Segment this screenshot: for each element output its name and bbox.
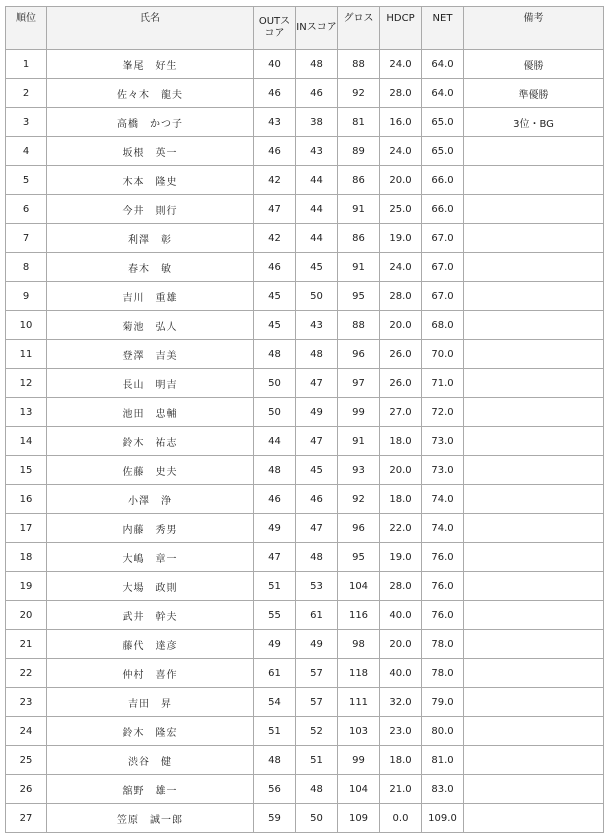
table-row: [6, 282, 604, 311]
table-row: [6, 601, 604, 630]
gross-cell: 91: [338, 253, 380, 282]
header-net: NET: [422, 7, 464, 50]
name-cell: 佐々木 龍夫: [47, 79, 254, 108]
rank-cell: 21: [6, 630, 47, 659]
hdcp-cell: 22.0: [380, 514, 422, 543]
header-rank: 順位: [6, 7, 47, 50]
header-out-score: OUTスコア: [254, 7, 296, 50]
net-cell: 79.0: [422, 688, 464, 717]
hdcp-cell: 24.0: [380, 137, 422, 166]
table-row: [6, 253, 604, 282]
net-cell: 68.0: [422, 311, 464, 340]
gross-cell: 96: [338, 340, 380, 369]
table-row: [6, 340, 604, 369]
gross-cell: 99: [338, 398, 380, 427]
net-cell: 73.0: [422, 456, 464, 485]
rank-cell: 19: [6, 572, 47, 601]
remarks-cell: [464, 398, 604, 427]
rank-cell: 4: [6, 137, 47, 166]
net-cell: 64.0: [422, 50, 464, 79]
name-cell: 高橋 かつ子: [47, 108, 254, 137]
net-cell: 65.0: [422, 137, 464, 166]
in-score-cell: 38: [296, 108, 338, 137]
out-score-cell: 48: [254, 456, 296, 485]
net-cell: 66.0: [422, 166, 464, 195]
gross-cell: 86: [338, 224, 380, 253]
header-name: 氏名: [47, 7, 254, 50]
in-score-cell: 45: [296, 253, 338, 282]
hdcp-cell: 19.0: [380, 224, 422, 253]
in-score-cell: 57: [296, 659, 338, 688]
table-header: [6, 7, 604, 50]
net-cell: 66.0: [422, 195, 464, 224]
gross-cell: 96: [338, 514, 380, 543]
out-score-cell: 40: [254, 50, 296, 79]
out-score-cell: 43: [254, 108, 296, 137]
in-score-cell: 53: [296, 572, 338, 601]
hdcp-cell: 28.0: [380, 79, 422, 108]
name-cell: 坂根 英一: [47, 137, 254, 166]
out-score-cell: 46: [254, 253, 296, 282]
remarks-cell: [464, 485, 604, 514]
rank-cell: 16: [6, 485, 47, 514]
net-cell: 67.0: [422, 253, 464, 282]
rank-cell: 2: [6, 79, 47, 108]
table-row: [6, 543, 604, 572]
hdcp-cell: 26.0: [380, 340, 422, 369]
net-cell: 109.0: [422, 804, 464, 833]
remarks-cell: [464, 456, 604, 485]
name-cell: 小澤 浄: [47, 485, 254, 514]
in-score-cell: 48: [296, 50, 338, 79]
out-score-cell: 45: [254, 311, 296, 340]
table-row: [6, 224, 604, 253]
table-row: [6, 398, 604, 427]
out-score-cell: 47: [254, 195, 296, 224]
net-cell: 76.0: [422, 601, 464, 630]
name-cell: 今井 則行: [47, 195, 254, 224]
in-score-cell: 61: [296, 601, 338, 630]
out-score-cell: 49: [254, 630, 296, 659]
gross-cell: 92: [338, 79, 380, 108]
net-cell: 83.0: [422, 775, 464, 804]
net-cell: 72.0: [422, 398, 464, 427]
table-row: [6, 108, 604, 137]
table-row: [6, 456, 604, 485]
in-score-cell: 46: [296, 485, 338, 514]
rank-cell: 23: [6, 688, 47, 717]
name-cell: 長山 明吉: [47, 369, 254, 398]
hdcp-cell: 28.0: [380, 572, 422, 601]
in-score-cell: 47: [296, 427, 338, 456]
gross-cell: 97: [338, 369, 380, 398]
remarks-cell: [464, 340, 604, 369]
remarks-cell: [464, 601, 604, 630]
name-cell: 仲村 喜作: [47, 659, 254, 688]
out-score-cell: 46: [254, 137, 296, 166]
rank-cell: 7: [6, 224, 47, 253]
rank-cell: 14: [6, 427, 47, 456]
name-cell: 藤代 達彦: [47, 630, 254, 659]
table-row: [6, 195, 604, 224]
net-cell: 81.0: [422, 746, 464, 775]
rank-cell: 22: [6, 659, 47, 688]
hdcp-cell: 20.0: [380, 630, 422, 659]
table-row: [6, 427, 604, 456]
name-cell: 吉川 重雄: [47, 282, 254, 311]
header-hdcp: HDCP: [380, 7, 422, 50]
header-row: [6, 7, 604, 50]
name-cell: 峯尾 好生: [47, 50, 254, 79]
remarks-cell: [464, 543, 604, 572]
in-score-cell: 48: [296, 775, 338, 804]
gross-cell: 91: [338, 195, 380, 224]
gross-cell: 98: [338, 630, 380, 659]
out-score-cell: 46: [254, 79, 296, 108]
rank-cell: 17: [6, 514, 47, 543]
table-row: [6, 804, 604, 833]
rank-cell: 3: [6, 108, 47, 137]
hdcp-cell: 0.0: [380, 804, 422, 833]
table-row: [6, 369, 604, 398]
remarks-cell: 準優勝: [464, 79, 604, 108]
gross-cell: 89: [338, 137, 380, 166]
table-row: [6, 659, 604, 688]
name-cell: 渋谷 健: [47, 746, 254, 775]
in-score-cell: 48: [296, 340, 338, 369]
name-cell: 登澤 吉美: [47, 340, 254, 369]
gross-cell: 92: [338, 485, 380, 514]
net-cell: 71.0: [422, 369, 464, 398]
rank-cell: 20: [6, 601, 47, 630]
table-row: [6, 166, 604, 195]
in-score-cell: 44: [296, 224, 338, 253]
in-score-cell: 44: [296, 195, 338, 224]
remarks-cell: [464, 746, 604, 775]
hdcp-cell: 27.0: [380, 398, 422, 427]
in-score-cell: 49: [296, 398, 338, 427]
hdcp-cell: 18.0: [380, 427, 422, 456]
out-score-cell: 45: [254, 282, 296, 311]
gross-cell: 88: [338, 50, 380, 79]
net-cell: 67.0: [422, 282, 464, 311]
out-score-cell: 42: [254, 166, 296, 195]
remarks-cell: 3位・BG: [464, 108, 604, 137]
rank-cell: 11: [6, 340, 47, 369]
gross-cell: 95: [338, 543, 380, 572]
name-cell: 鈴木 隆宏: [47, 717, 254, 746]
rank-cell: 12: [6, 369, 47, 398]
out-score-cell: 59: [254, 804, 296, 833]
name-cell: 利澤 彰: [47, 224, 254, 253]
net-cell: 64.0: [422, 79, 464, 108]
out-score-cell: 54: [254, 688, 296, 717]
out-score-cell: 48: [254, 746, 296, 775]
table-row: [6, 688, 604, 717]
table-row: [6, 514, 604, 543]
results-table: [5, 6, 604, 833]
table-body: [6, 50, 604, 833]
hdcp-cell: 32.0: [380, 688, 422, 717]
name-cell: 池田 忠輔: [47, 398, 254, 427]
remarks-cell: [464, 514, 604, 543]
remarks-cell: [464, 630, 604, 659]
in-score-cell: 50: [296, 282, 338, 311]
rank-cell: 6: [6, 195, 47, 224]
gross-cell: 81: [338, 108, 380, 137]
rank-cell: 13: [6, 398, 47, 427]
in-score-cell: 51: [296, 746, 338, 775]
out-score-cell: 44: [254, 427, 296, 456]
table-row: [6, 717, 604, 746]
rank-cell: 9: [6, 282, 47, 311]
rank-cell: 25: [6, 746, 47, 775]
in-score-cell: 45: [296, 456, 338, 485]
rank-cell: 15: [6, 456, 47, 485]
table-row: [6, 746, 604, 775]
rank-cell: 8: [6, 253, 47, 282]
table-row: [6, 50, 604, 79]
remarks-cell: [464, 572, 604, 601]
remarks-cell: [464, 369, 604, 398]
remarks-cell: [464, 775, 604, 804]
remarks-cell: [464, 195, 604, 224]
net-cell: 73.0: [422, 427, 464, 456]
rank-cell: 18: [6, 543, 47, 572]
gross-cell: 111: [338, 688, 380, 717]
header-gross: グロス: [338, 7, 380, 50]
table-row: [6, 311, 604, 340]
header-in-score: INスコア: [296, 7, 338, 50]
hdcp-cell: 18.0: [380, 485, 422, 514]
header-remarks: 備考: [464, 7, 604, 50]
hdcp-cell: 20.0: [380, 456, 422, 485]
in-score-cell: 52: [296, 717, 338, 746]
hdcp-cell: 28.0: [380, 282, 422, 311]
in-score-cell: 49: [296, 630, 338, 659]
out-score-cell: 55: [254, 601, 296, 630]
name-cell: 木本 隆史: [47, 166, 254, 195]
remarks-cell: [464, 253, 604, 282]
gross-cell: 93: [338, 456, 380, 485]
gross-cell: 99: [338, 746, 380, 775]
net-cell: 65.0: [422, 108, 464, 137]
name-cell: 春木 敏: [47, 253, 254, 282]
hdcp-cell: 23.0: [380, 717, 422, 746]
hdcp-cell: 16.0: [380, 108, 422, 137]
hdcp-cell: 18.0: [380, 746, 422, 775]
gross-cell: 116: [338, 601, 380, 630]
name-cell: 吉田 昇: [47, 688, 254, 717]
table-row: [6, 572, 604, 601]
in-score-cell: 48: [296, 543, 338, 572]
in-score-cell: 43: [296, 137, 338, 166]
net-cell: 76.0: [422, 543, 464, 572]
rank-cell: 10: [6, 311, 47, 340]
in-score-cell: 57: [296, 688, 338, 717]
gross-cell: 88: [338, 311, 380, 340]
gross-cell: 86: [338, 166, 380, 195]
gross-cell: 103: [338, 717, 380, 746]
hdcp-cell: 19.0: [380, 543, 422, 572]
remarks-cell: [464, 804, 604, 833]
out-score-cell: 42: [254, 224, 296, 253]
gross-cell: 104: [338, 775, 380, 804]
net-cell: 78.0: [422, 659, 464, 688]
table-row: [6, 137, 604, 166]
name-cell: 大場 政則: [47, 572, 254, 601]
hdcp-cell: 40.0: [380, 601, 422, 630]
out-score-cell: 47: [254, 543, 296, 572]
in-score-cell: 47: [296, 514, 338, 543]
remarks-cell: [464, 688, 604, 717]
net-cell: 80.0: [422, 717, 464, 746]
rank-cell: 24: [6, 717, 47, 746]
name-cell: 笠原 誠一郎: [47, 804, 254, 833]
hdcp-cell: 24.0: [380, 253, 422, 282]
out-score-cell: 50: [254, 398, 296, 427]
gross-cell: 104: [338, 572, 380, 601]
out-score-cell: 61: [254, 659, 296, 688]
remarks-cell: 優勝: [464, 50, 604, 79]
remarks-cell: [464, 224, 604, 253]
hdcp-cell: 21.0: [380, 775, 422, 804]
in-score-cell: 43: [296, 311, 338, 340]
rank-cell: 1: [6, 50, 47, 79]
net-cell: 78.0: [422, 630, 464, 659]
net-cell: 70.0: [422, 340, 464, 369]
out-score-cell: 46: [254, 485, 296, 514]
name-cell: 内藤 秀男: [47, 514, 254, 543]
net-cell: 74.0: [422, 485, 464, 514]
remarks-cell: [464, 311, 604, 340]
net-cell: 74.0: [422, 514, 464, 543]
remarks-cell: [464, 282, 604, 311]
table-row: [6, 775, 604, 804]
hdcp-cell: 20.0: [380, 166, 422, 195]
table-row: [6, 630, 604, 659]
remarks-cell: [464, 659, 604, 688]
hdcp-cell: 24.0: [380, 50, 422, 79]
hdcp-cell: 20.0: [380, 311, 422, 340]
out-score-cell: 48: [254, 340, 296, 369]
out-score-cell: 51: [254, 572, 296, 601]
in-score-cell: 47: [296, 369, 338, 398]
gross-cell: 95: [338, 282, 380, 311]
hdcp-cell: 25.0: [380, 195, 422, 224]
in-score-cell: 46: [296, 79, 338, 108]
net-cell: 67.0: [422, 224, 464, 253]
name-cell: 舘野 雄一: [47, 775, 254, 804]
remarks-cell: [464, 166, 604, 195]
rank-cell: 5: [6, 166, 47, 195]
out-score-cell: 51: [254, 717, 296, 746]
gross-cell: 118: [338, 659, 380, 688]
net-cell: 76.0: [422, 572, 464, 601]
name-cell: 大嶋 章一: [47, 543, 254, 572]
rank-cell: 26: [6, 775, 47, 804]
remarks-cell: [464, 137, 604, 166]
out-score-cell: 49: [254, 514, 296, 543]
out-score-cell: 50: [254, 369, 296, 398]
out-score-cell: 56: [254, 775, 296, 804]
hdcp-cell: 40.0: [380, 659, 422, 688]
gross-cell: 109: [338, 804, 380, 833]
hdcp-cell: 26.0: [380, 369, 422, 398]
in-score-cell: 50: [296, 804, 338, 833]
name-cell: 鈴木 祐志: [47, 427, 254, 456]
in-score-cell: 44: [296, 166, 338, 195]
gross-cell: 91: [338, 427, 380, 456]
rank-cell: 27: [6, 804, 47, 833]
name-cell: 菊池 弘人: [47, 311, 254, 340]
table-row: [6, 485, 604, 514]
remarks-cell: [464, 717, 604, 746]
name-cell: 佐藤 史夫: [47, 456, 254, 485]
table-row: [6, 79, 604, 108]
name-cell: 武井 幹夫: [47, 601, 254, 630]
remarks-cell: [464, 427, 604, 456]
